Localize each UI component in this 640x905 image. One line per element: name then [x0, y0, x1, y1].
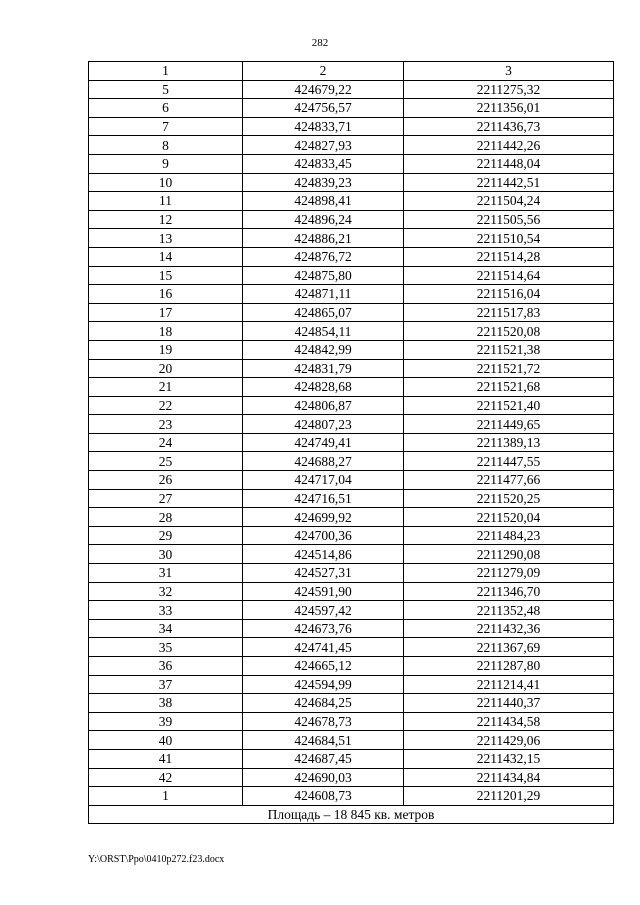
x-coordinate-cell: 424527,31 — [243, 564, 404, 583]
x-coordinate-cell: 424833,71 — [243, 117, 404, 136]
y-coordinate-cell: 2211434,58 — [404, 712, 614, 731]
table-row — [89, 471, 614, 490]
table-row — [89, 340, 614, 359]
y-coordinate-cell: 2211432,36 — [404, 619, 614, 638]
point-number-cell: 1 — [89, 787, 243, 806]
x-coordinate-cell: 424717,04 — [243, 471, 404, 490]
x-coordinate-cell: 424896,24 — [243, 210, 404, 229]
point-number-cell: 19 — [89, 340, 243, 359]
table-row — [89, 322, 614, 341]
point-number-cell: 32 — [89, 582, 243, 601]
x-coordinate-cell: 424831,79 — [243, 359, 404, 378]
y-coordinate-cell: 2211275,32 — [404, 80, 614, 99]
table-row — [89, 359, 614, 378]
point-number-cell: 35 — [89, 638, 243, 657]
point-number-cell: 37 — [89, 675, 243, 694]
point-number-cell: 28 — [89, 508, 243, 527]
x-coordinate-cell: 424673,76 — [243, 619, 404, 638]
x-coordinate-cell: 424514,86 — [243, 545, 404, 564]
x-coordinate-cell: 424807,23 — [243, 415, 404, 434]
x-coordinate-cell: 424608,73 — [243, 787, 404, 806]
table-row — [89, 601, 614, 620]
table-row — [89, 266, 614, 285]
point-number-cell: 22 — [89, 396, 243, 415]
point-number-cell: 30 — [89, 545, 243, 564]
x-coordinate-cell: 424688,27 — [243, 452, 404, 471]
file-path-footer: Y:\ORST\Ppo\0410p272.f23.docx — [88, 854, 225, 865]
x-coordinate-cell: 424875,80 — [243, 266, 404, 285]
y-coordinate-cell: 2211484,23 — [404, 526, 614, 545]
x-coordinate-cell: 424749,41 — [243, 433, 404, 452]
table-row — [89, 787, 614, 806]
y-coordinate-cell: 2211214,41 — [404, 675, 614, 694]
x-coordinate-cell: 424871,11 — [243, 285, 404, 304]
x-coordinate-cell: 424684,25 — [243, 694, 404, 713]
point-number-cell: 33 — [89, 601, 243, 620]
y-coordinate-cell: 2211521,40 — [404, 396, 614, 415]
y-coordinate-cell: 2211517,83 — [404, 303, 614, 322]
table-row — [89, 749, 614, 768]
x-coordinate-cell: 424684,51 — [243, 731, 404, 750]
table-row — [89, 564, 614, 583]
point-number-cell: 23 — [89, 415, 243, 434]
point-number-cell: 27 — [89, 489, 243, 508]
table-row — [89, 489, 614, 508]
x-coordinate-cell: 424716,51 — [243, 489, 404, 508]
y-coordinate-cell: 2211514,28 — [404, 247, 614, 266]
x-coordinate-cell: 424594,99 — [243, 675, 404, 694]
point-number-cell: 17 — [89, 303, 243, 322]
point-number-cell: 20 — [89, 359, 243, 378]
x-coordinate-cell: 424700,36 — [243, 526, 404, 545]
x-coordinate-cell: 424690,03 — [243, 768, 404, 787]
x-coordinate-cell: 424665,12 — [243, 657, 404, 676]
table-row — [89, 675, 614, 694]
point-number-cell: 12 — [89, 210, 243, 229]
y-coordinate-cell: 2211356,01 — [404, 99, 614, 118]
table-row — [89, 136, 614, 155]
table-row — [89, 768, 614, 787]
y-coordinate-cell: 2211520,25 — [404, 489, 614, 508]
point-number-cell: 14 — [89, 247, 243, 266]
y-coordinate-cell: 2211520,04 — [404, 508, 614, 527]
table-row — [89, 731, 614, 750]
table-row — [89, 619, 614, 638]
point-number-cell: 34 — [89, 619, 243, 638]
table-summary-row — [89, 805, 614, 824]
y-coordinate-cell: 2211505,56 — [404, 210, 614, 229]
y-coordinate-cell: 2211432,15 — [404, 749, 614, 768]
table-row — [89, 173, 614, 192]
x-coordinate-cell: 424597,42 — [243, 601, 404, 620]
y-coordinate-cell: 2211440,37 — [404, 694, 614, 713]
table-row — [89, 229, 614, 248]
table-row — [89, 192, 614, 211]
x-coordinate-cell: 424679,22 — [243, 80, 404, 99]
table-row — [89, 452, 614, 471]
y-coordinate-cell: 2211436,73 — [404, 117, 614, 136]
table-row — [89, 378, 614, 397]
point-number-cell: 29 — [89, 526, 243, 545]
y-coordinate-cell: 2211514,64 — [404, 266, 614, 285]
table-row — [89, 508, 614, 527]
coordinates-table — [88, 61, 614, 824]
y-coordinate-cell: 2211504,24 — [404, 192, 614, 211]
x-coordinate-cell: 424741,45 — [243, 638, 404, 657]
x-coordinate-cell: 424678,73 — [243, 712, 404, 731]
table-row — [89, 526, 614, 545]
point-number-cell: 24 — [89, 433, 243, 452]
table-body — [89, 80, 614, 805]
table-row — [89, 80, 614, 99]
point-number-cell: 21 — [89, 378, 243, 397]
table-row — [89, 582, 614, 601]
area-summary: Площадь – 18 845 кв. метров — [89, 805, 614, 824]
point-number-cell: 11 — [89, 192, 243, 211]
point-number-cell: 15 — [89, 266, 243, 285]
table-row — [89, 433, 614, 452]
table-row — [89, 285, 614, 304]
x-coordinate-cell: 424687,45 — [243, 749, 404, 768]
y-coordinate-cell: 2211520,08 — [404, 322, 614, 341]
y-coordinate-cell: 2211352,48 — [404, 601, 614, 620]
point-number-cell: 42 — [89, 768, 243, 787]
y-coordinate-cell: 2211429,06 — [404, 731, 614, 750]
table-row — [89, 712, 614, 731]
y-coordinate-cell: 2211290,08 — [404, 545, 614, 564]
y-coordinate-cell: 2211442,51 — [404, 173, 614, 192]
table-row — [89, 545, 614, 564]
y-coordinate-cell: 2211521,38 — [404, 340, 614, 359]
x-coordinate-cell: 424865,07 — [243, 303, 404, 322]
x-coordinate-cell: 424591,90 — [243, 582, 404, 601]
y-coordinate-cell: 2211434,84 — [404, 768, 614, 787]
table-row — [89, 117, 614, 136]
point-number-cell: 36 — [89, 657, 243, 676]
point-number-cell: 38 — [89, 694, 243, 713]
point-number-cell: 16 — [89, 285, 243, 304]
x-coordinate-cell: 424699,92 — [243, 508, 404, 527]
x-coordinate-cell: 424827,93 — [243, 136, 404, 155]
point-number-cell: 6 — [89, 99, 243, 118]
table-row — [89, 694, 614, 713]
x-coordinate-cell: 424886,21 — [243, 229, 404, 248]
x-coordinate-cell: 424854,11 — [243, 322, 404, 341]
point-number-cell: 40 — [89, 731, 243, 750]
y-coordinate-cell: 2211367,69 — [404, 638, 614, 657]
y-coordinate-cell: 2211201,29 — [404, 787, 614, 806]
table-row — [89, 415, 614, 434]
table-header-row — [89, 62, 614, 81]
point-number-cell: 7 — [89, 117, 243, 136]
x-coordinate-cell: 424833,45 — [243, 154, 404, 173]
point-number-cell: 18 — [89, 322, 243, 341]
table-row — [89, 638, 614, 657]
y-coordinate-cell: 2211477,66 — [404, 471, 614, 490]
point-number-cell: 5 — [89, 80, 243, 99]
y-coordinate-cell: 2211510,54 — [404, 229, 614, 248]
point-number-cell: 26 — [89, 471, 243, 490]
point-number-cell: 41 — [89, 749, 243, 768]
header-cell-2: 2 — [243, 62, 404, 81]
x-coordinate-cell: 424898,41 — [243, 192, 404, 211]
y-coordinate-cell: 2211442,26 — [404, 136, 614, 155]
y-coordinate-cell: 2211287,80 — [404, 657, 614, 676]
x-coordinate-cell: 424839,23 — [243, 173, 404, 192]
table-row — [89, 303, 614, 322]
header-cell-1: 1 — [89, 62, 243, 81]
point-number-cell: 9 — [89, 154, 243, 173]
point-number-cell: 8 — [89, 136, 243, 155]
table-row — [89, 99, 614, 118]
point-number-cell: 39 — [89, 712, 243, 731]
point-number-cell: 31 — [89, 564, 243, 583]
x-coordinate-cell: 424806,87 — [243, 396, 404, 415]
point-number-cell: 13 — [89, 229, 243, 248]
y-coordinate-cell: 2211389,13 — [404, 433, 614, 452]
table-row — [89, 210, 614, 229]
table-row — [89, 154, 614, 173]
x-coordinate-cell: 424842,99 — [243, 340, 404, 359]
y-coordinate-cell: 2211521,68 — [404, 378, 614, 397]
page-number: 282 — [311, 37, 329, 49]
point-number-cell: 10 — [89, 173, 243, 192]
table-row — [89, 247, 614, 266]
y-coordinate-cell: 2211448,04 — [404, 154, 614, 173]
header-cell-3: 3 — [404, 62, 614, 81]
y-coordinate-cell: 2211516,04 — [404, 285, 614, 304]
y-coordinate-cell: 2211279,09 — [404, 564, 614, 583]
x-coordinate-cell: 424828,68 — [243, 378, 404, 397]
point-number-cell: 25 — [89, 452, 243, 471]
table-row — [89, 657, 614, 676]
x-coordinate-cell: 424756,57 — [243, 99, 404, 118]
x-coordinate-cell: 424876,72 — [243, 247, 404, 266]
y-coordinate-cell: 2211449,65 — [404, 415, 614, 434]
y-coordinate-cell: 2211521,72 — [404, 359, 614, 378]
y-coordinate-cell: 2211346,70 — [404, 582, 614, 601]
y-coordinate-cell: 2211447,55 — [404, 452, 614, 471]
table-row — [89, 396, 614, 415]
